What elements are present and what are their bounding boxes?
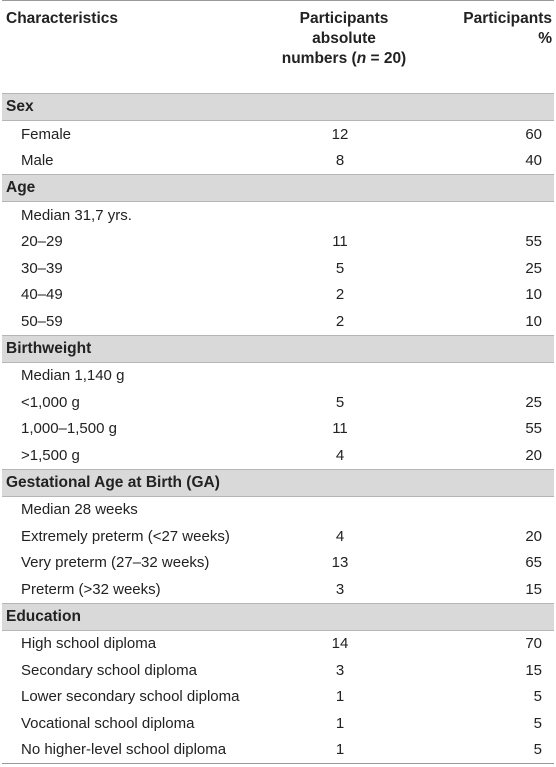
row-absolute-number: 1 (335, 714, 345, 732)
row-label: Median 28 weeks (21, 501, 138, 519)
row-label: Male (21, 152, 54, 170)
row-absolute-number: 3 (335, 580, 345, 598)
header-percent (429, 1, 554, 94)
header-absolute-line3-post: = 20) (366, 50, 407, 67)
row-percent: 20 (525, 446, 542, 464)
section-title: Sex (2, 94, 554, 121)
header-row (2, 1, 554, 94)
row-absolute-number: 11 (332, 233, 348, 251)
header-characteristics: Characteristics (6, 10, 119, 27)
row-label: Female (21, 125, 72, 143)
row-absolute-number: 11 (332, 420, 348, 438)
table-row (2, 550, 554, 577)
table-row (2, 416, 554, 443)
row-absolute-number: 3 (335, 661, 345, 679)
section-title: Age (2, 175, 554, 202)
row-label: No higher-level school diploma (2, 737, 259, 764)
row-percent: 5 (533, 714, 542, 732)
table-row (2, 229, 554, 256)
row-label: Very preterm (27–32 weeks) (21, 554, 210, 572)
table-header (2, 1, 554, 94)
row-percent (429, 362, 554, 389)
table-row (2, 630, 554, 657)
characteristics-table (2, 0, 554, 764)
section-header-row (2, 469, 554, 496)
row-label: 40–49 (21, 286, 63, 304)
section-title: Birthweight (2, 335, 554, 362)
table-row (2, 576, 554, 603)
row-label: 1,000–1,500 g (21, 420, 117, 438)
row-percent: 25 (525, 393, 542, 411)
row-absolute-number: 8 (335, 152, 345, 170)
table-row (2, 308, 554, 335)
row-absolute-number (259, 362, 429, 389)
section-header-row (2, 175, 554, 202)
table-row (2, 737, 554, 764)
section-title: Education (2, 603, 554, 630)
row-label: Lower secondary school diploma (21, 688, 240, 706)
row-percent: 20 (525, 527, 542, 545)
section-header-row (2, 603, 554, 630)
table-row (2, 362, 554, 389)
table-row (2, 255, 554, 282)
table-row (2, 523, 554, 550)
row-label: Vocational school diploma (21, 714, 195, 732)
row-percent: 10 (525, 312, 542, 330)
header-absolute-line1: Participants (299, 10, 389, 27)
row-percent: 5 (533, 688, 542, 706)
table-row (2, 710, 554, 737)
row-percent: 70 (525, 635, 542, 653)
section-title: Gestational Age at Birth (GA) (2, 469, 554, 496)
row-absolute-number: 1 (335, 688, 345, 706)
table-row (2, 389, 554, 416)
row-label: 30–39 (21, 259, 63, 277)
row-label: 20–29 (21, 233, 63, 251)
header-absolute-line2: absolute (312, 30, 376, 47)
row-label: Median 1,140 g (21, 367, 125, 385)
row-absolute-number: 4 (335, 527, 345, 545)
row-label: <1,000 g (21, 393, 80, 411)
row-percent: 15 (525, 580, 542, 598)
header-absolute-line3-pre: numbers ( (281, 50, 357, 67)
row-percent: 55 (525, 233, 542, 251)
header-absolute-n: n (356, 50, 367, 67)
table-row (2, 442, 554, 469)
row-percent (429, 496, 554, 523)
row-absolute-number: 2 (335, 286, 345, 304)
header-percent-line2: % (538, 30, 552, 47)
row-absolute-number (259, 496, 429, 523)
table-row (2, 148, 554, 175)
row-label: >1,500 g (21, 446, 80, 464)
row-label: 50–59 (21, 312, 63, 330)
table-row (2, 496, 554, 523)
row-absolute-number: 4 (335, 446, 345, 464)
table-body (2, 94, 554, 764)
row-absolute-number: 1 (259, 737, 429, 764)
row-percent: 25 (525, 259, 542, 277)
table-row (2, 282, 554, 309)
row-absolute-number: 14 (331, 635, 349, 653)
row-label: High school diploma (21, 635, 157, 653)
table-row (2, 121, 554, 148)
row-percent: 15 (525, 661, 542, 679)
row-label: Secondary school diploma (21, 661, 197, 679)
section-header-row (2, 94, 554, 121)
row-absolute-number: 5 (335, 259, 345, 277)
table-row (2, 657, 554, 684)
row-label: Median 31,7 yrs. (21, 206, 132, 224)
row-percent: 10 (525, 286, 542, 304)
table-row (2, 684, 554, 711)
header-absolute-numbers (259, 1, 429, 94)
row-label: Extremely preterm (<27 weeks) (21, 527, 230, 545)
section-header-row (2, 335, 554, 362)
row-percent: 60 (525, 125, 542, 143)
row-percent: 40 (525, 152, 542, 170)
row-absolute-number: 2 (335, 312, 345, 330)
row-absolute-number: 12 (331, 125, 349, 143)
row-label: Preterm (>32 weeks) (21, 580, 161, 598)
row-percent: 55 (525, 420, 542, 438)
row-absolute-number (259, 202, 429, 229)
row-percent: 5 (429, 737, 554, 764)
row-percent: 65 (525, 554, 542, 572)
table-row (2, 202, 554, 229)
row-percent (429, 202, 554, 229)
header-percent-line1: Participants (463, 10, 552, 27)
row-absolute-number: 5 (335, 393, 345, 411)
row-absolute-number: 13 (331, 554, 349, 572)
